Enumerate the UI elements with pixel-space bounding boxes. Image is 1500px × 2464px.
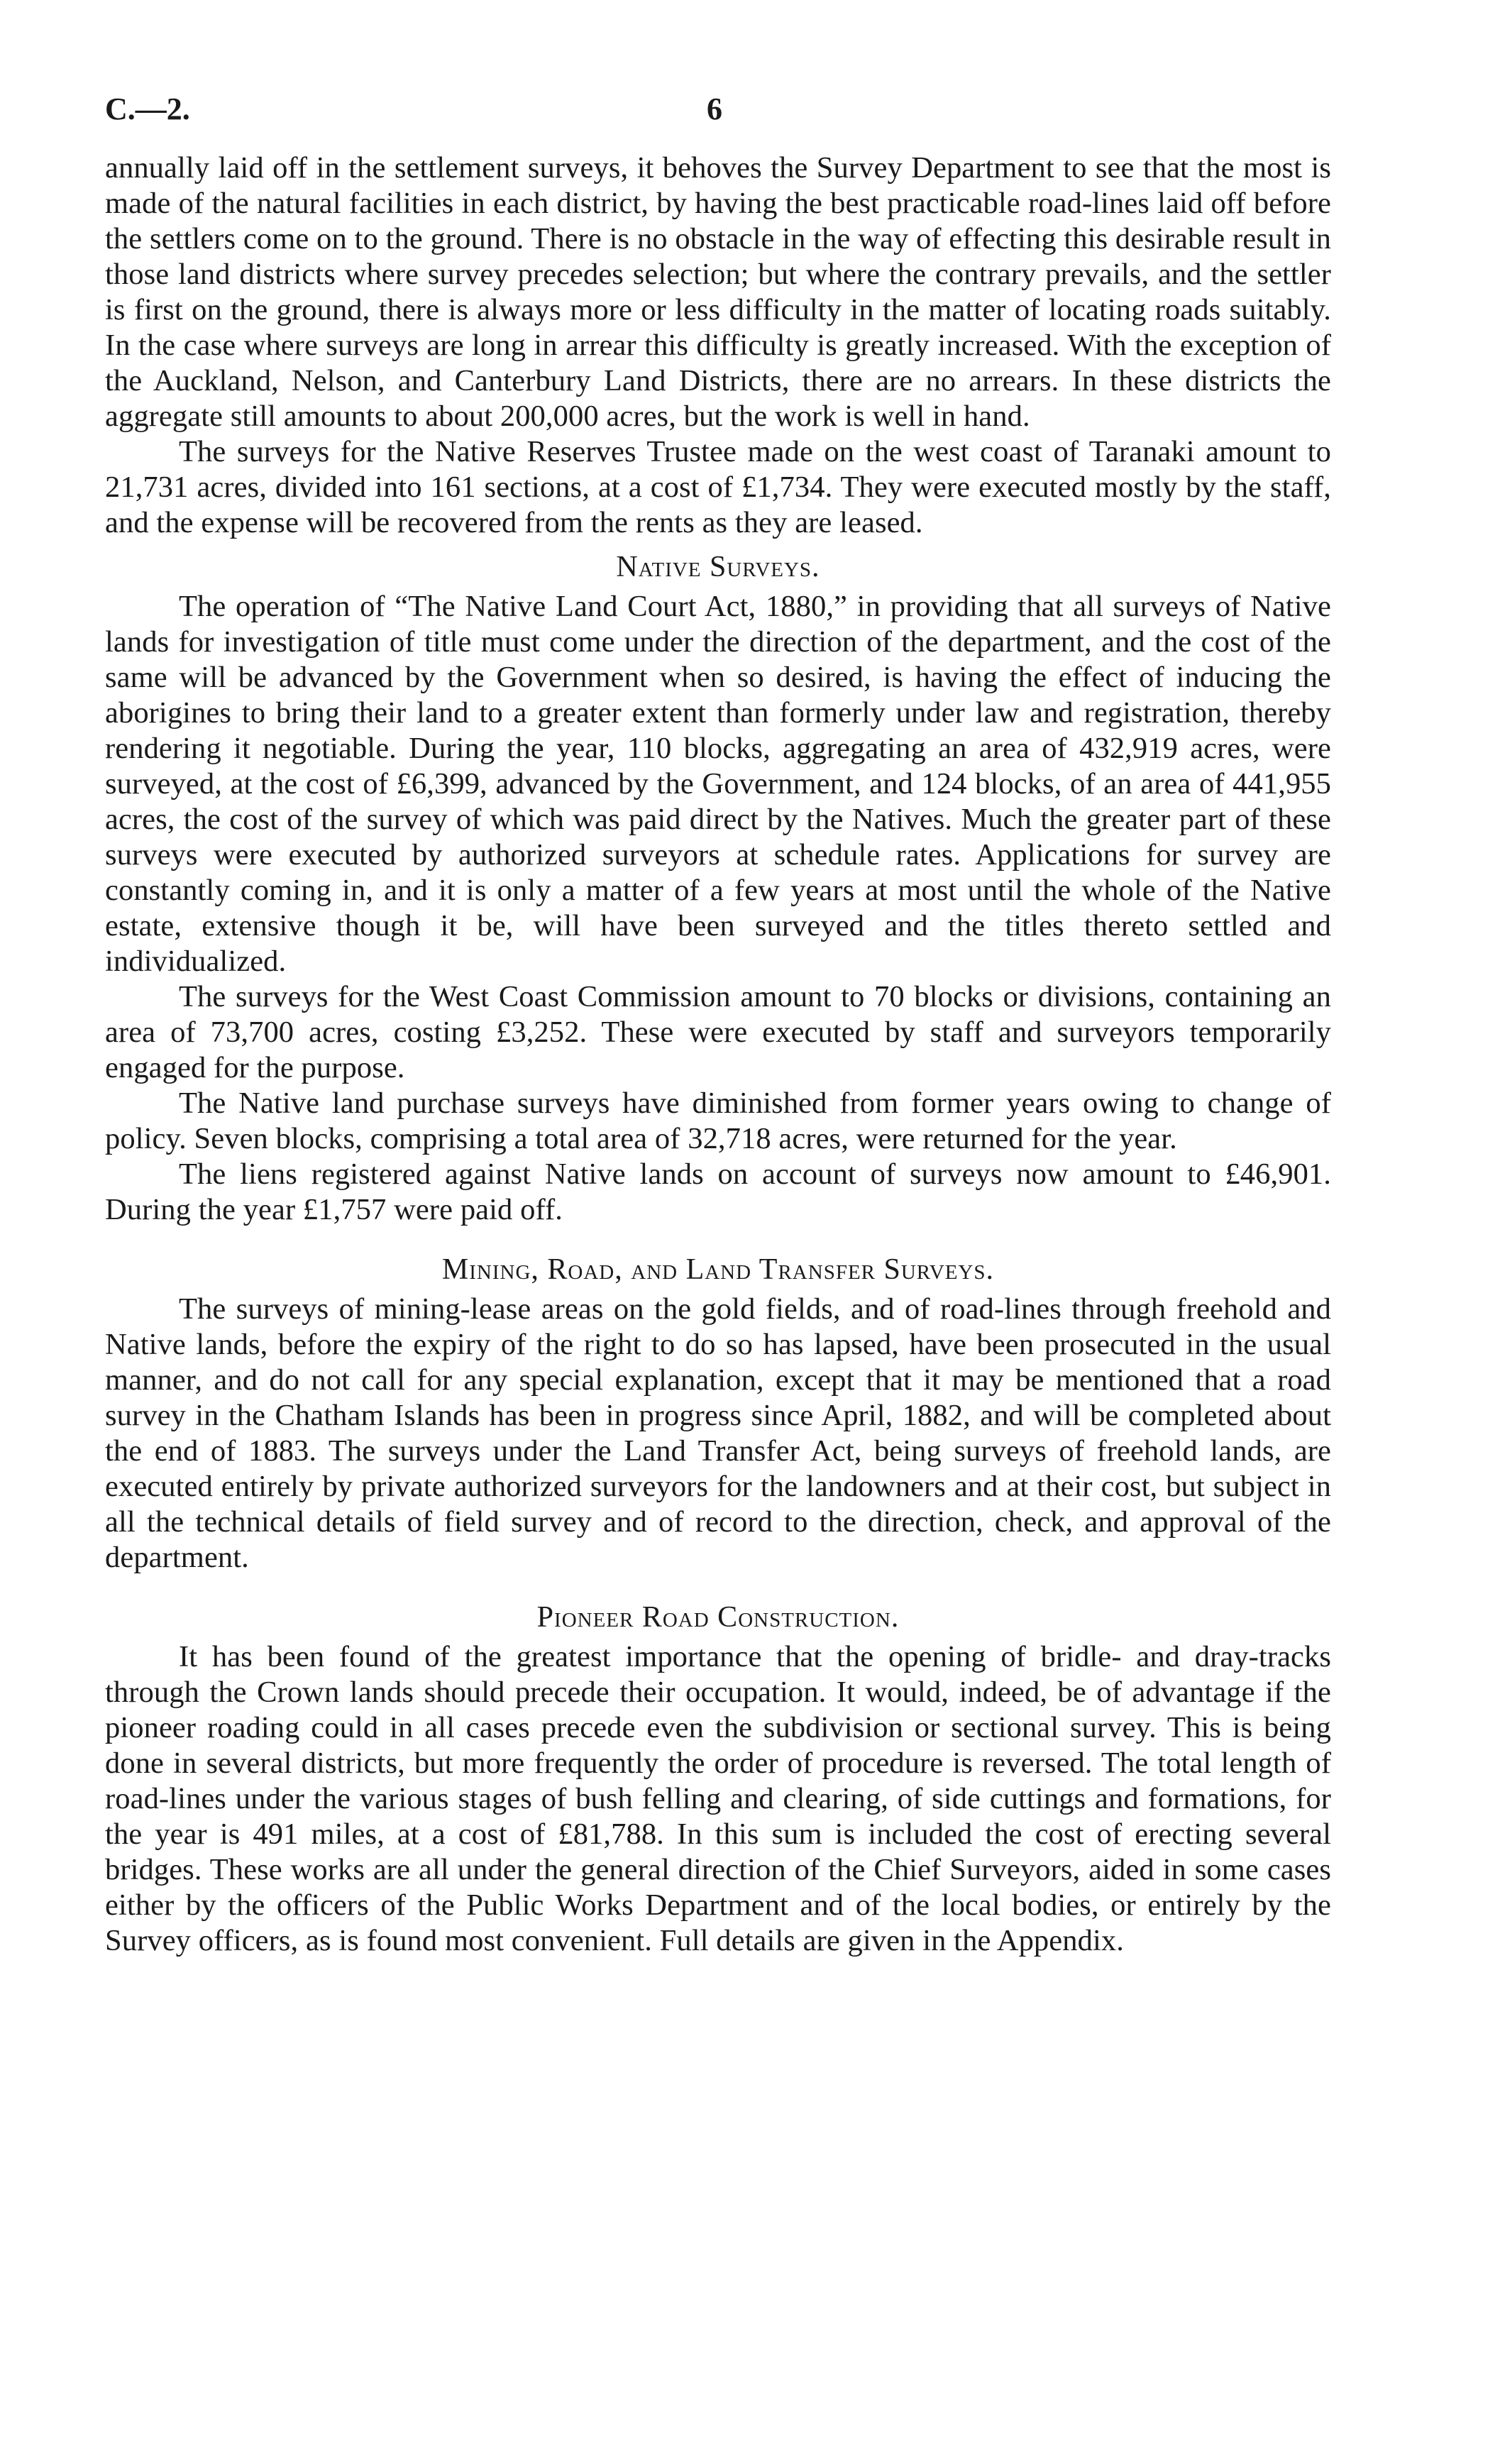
paragraph-mining-lease: The surveys of mining-lease areas on the gold fields, and of road-lines through freehold and Native lands, before the expiry of the right to do so has lapsed, have been prosecuted in the usual manner, and do not call for any special explanation, except that it may be mentioned that a road survey in the Chatham Islands has been in progress since April, 1882, and will be completed about the end of 1883. The surveys under the Land Transfer Act, being surveys of freehold lands, are executed entirely by private authorized surveyors for the landowners and at their cost, but subject in all the technical details of field survey and of record to the direction, check, and approval of the department.	[105, 1292, 1331, 1574]
paragraph-pioneer-roading: It has been found of the greatest importance that the opening of bridle- and dray-tracks through the Crown lands should precede their occupation. It would, indeed, be of advantage if the pioneer roading could in all cases precede even the subdivision or sectional survey. This is being done in several districts, but more frequently the order of procedure is reversed. The total length of road-lines under the various stages of bush felling and clearing, of side cuttings and formations, for the year is 491 miles, at a cost of £81,788. In this sum is included the cost of erecting several bridges. These works are all under the general direction of the Chief Surveyors, aided in some cases either by the officers of the Public Works Department and of the local bodies, or entirely by the Survey officers, as is found most convenient. Full details are given in the Appendix.	[105, 1640, 1331, 1957]
heading-mining-road-land-transfer: Mining, Road, and Land Transfer Surveys.	[441, 1253, 995, 1286]
document-body	[105, 150, 1331, 1959]
paragraph-land-purchase: The Native land purchase surveys have diminished from former years owing to change of policy. Seven blocks, comprising a total area of 32,718 acres, were returned for the year.	[105, 1087, 1331, 1155]
paragraph-liens: The liens registered against Native lands on account of surveys now amount to £46,901. During the year £1,757 were paid off.	[105, 1157, 1331, 1226]
page-number: 6	[707, 92, 722, 126]
heading-pioneer-road: Pioneer Road Construction.	[536, 1601, 900, 1634]
paragraph-settlement-surveys: annually laid off in the settlement surveys, it behoves the Survey Department to see that the most is made of the natural facilities in each district, by having the best practicable road-lines laid off before the settlers come on to the ground. There is no obstacle in the way of effecting this desirable result in those land districts where survey precedes selection; but where the contrary prevails, and the settler is first on the ground, there is always more or less difficulty in the matter of locating roads suitably. In the case where surveys are long in arrear this difficulty is greatly increased. With the exception of the Auckland, Nelson, and Canterbury Land Districts, there are no arrears. In these districts the aggregate still amounts to about 200,000 acres, but the work is well in hand.	[105, 151, 1331, 433]
document-reference: C.—2.	[105, 92, 190, 126]
paragraph-native-reserves: The surveys for the Native Reserves Trustee made on the west coast of Taranaki amount to 21,731 acres, divided into 161 sections, at a cost of £1,734. They were executed mostly by the staff, and the expense will be recovered from the rents as they are leased.	[105, 435, 1331, 539]
running-head	[105, 91, 1382, 133]
paragraph-west-coast-commission: The surveys for the West Coast Commission amount to 70 blocks or divisions, containing an area of 73,700 acres, costing £3,252. These were executed by staff and surveyors temporarily engaged for the purpose.	[105, 980, 1331, 1084]
paragraph-native-land-court: The operation of “The Native Land Court Act, 1880,” in providing that all surveys of Native lands for investigation of title must come under the direction of the department, and the cost of the same will be advanced by the Government when so desired, is having the effect of inducing the aborigines to bring their land to a greater extent than formerly under law and registration, thereby rendering it negotiable. During the year, 110 blocks, aggregating an area of 432,919 acres, were surveyed, at the cost of £6,399, advanced by the Government, and 124 blocks, of an area of 441,955 acres, the cost of the survey of which was paid direct by the Natives. Much the greater part of these surveys were executed by authorized surveyors at schedule rates. Applications for survey are constantly coming in, and it is only a matter of a few years at most until the whole of the Native estate, extensive though it be, will have been surveyed and the titles thereto settled and individualized.	[105, 590, 1331, 978]
heading-native-surveys: Native Surveys.	[616, 551, 820, 583]
